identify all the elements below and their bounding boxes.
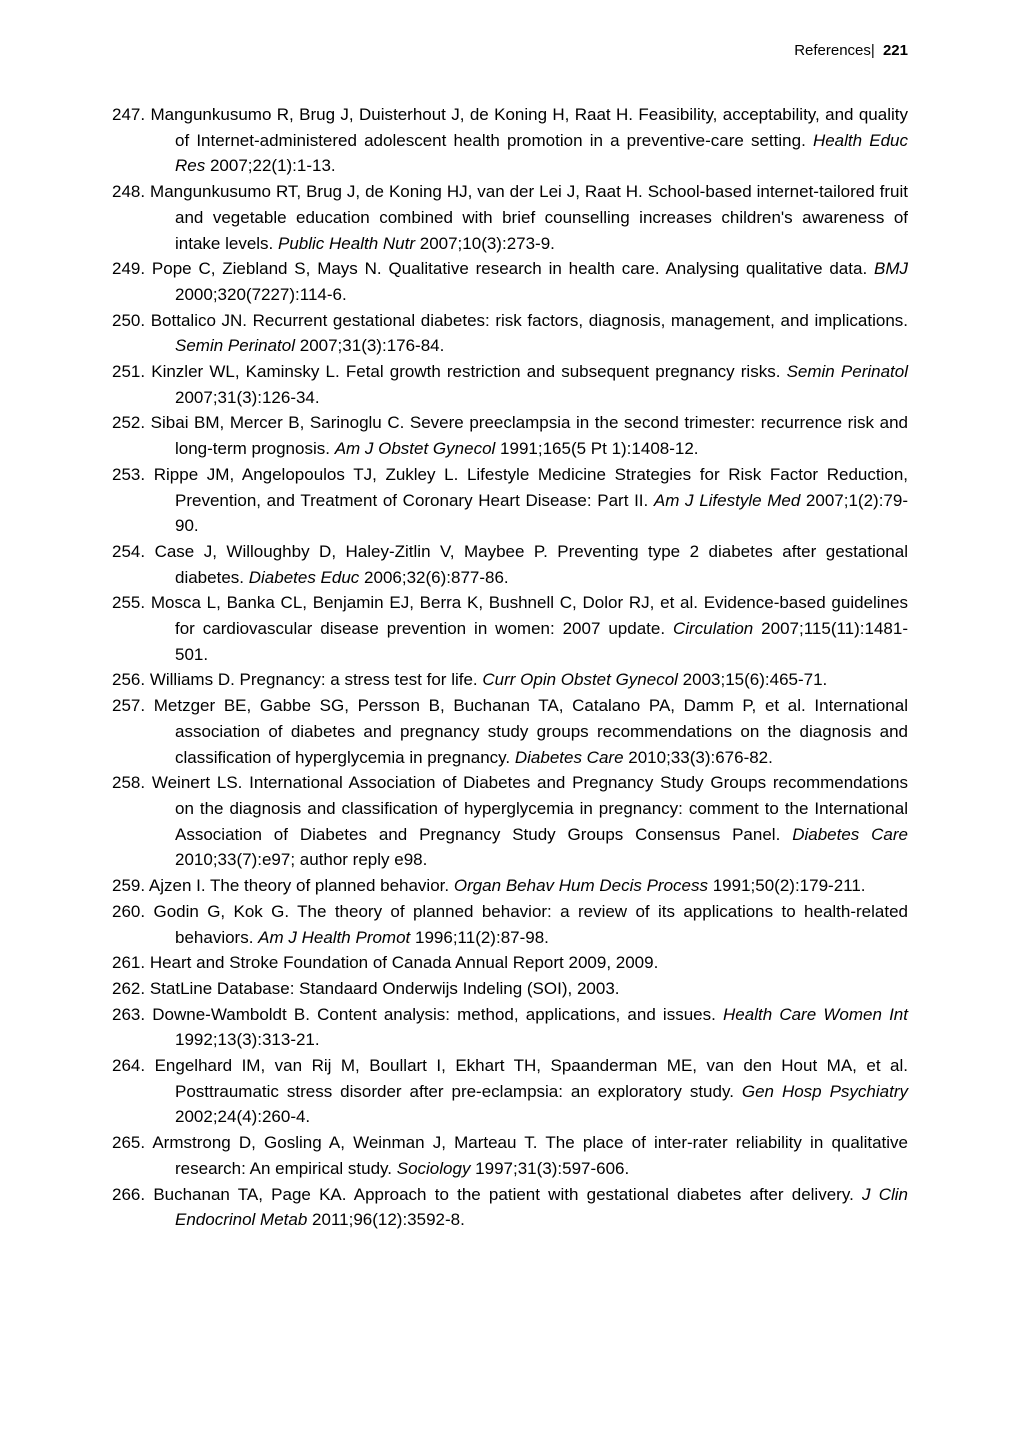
reference-item: [112, 102, 908, 179]
reference-number: 248.: [112, 182, 146, 202]
reference-number: 252.: [112, 413, 146, 433]
reference-text: 2007;1(2):79-90.: [175, 490, 908, 536]
reference-number: 266.: [112, 1184, 146, 1204]
reference-text: 2006;32(6):877-86.: [359, 567, 509, 587]
reference-text: 1997;31(3):597-606.: [470, 1158, 630, 1178]
journal-name: Gen Hosp Psychiatry: [741, 1081, 908, 1101]
reference-number: 261.: [112, 953, 146, 973]
journal-name: BMJ: [874, 259, 908, 279]
reference-text: Weinert LS. International Association of Diabetes and Pregnancy Study Groups recommendations on the diagnosis and classification of hyperglycemia in pregnancy: comment to the International Association of Diabetes and Pregnancy Study Groups Consensus Panel.: [151, 773, 908, 844]
reference-number: 251.: [112, 362, 146, 382]
reference-text: 1991;165(5 Pt 1):1408-12.: [495, 439, 699, 459]
reference-text: Williams D. Pregnancy: a stress test for life.: [149, 670, 483, 690]
reference-number: 249.: [112, 259, 146, 279]
reference-item: [112, 976, 908, 1002]
reference-text: 1991;50(2):179-211.: [708, 876, 866, 896]
reference-text: 1996;11(2):87-98.: [410, 927, 549, 947]
reference-item: [112, 1130, 908, 1181]
reference-text: 2007;10(3):273-9.: [415, 233, 555, 253]
reference-item: [112, 1182, 908, 1233]
journal-name: Health Care Women Int: [723, 1004, 908, 1024]
journal-name: Diabetes Care: [792, 824, 909, 844]
journal-name: Organ Behav Hum Decis Process: [453, 876, 708, 896]
reference-number: 259.: [112, 876, 146, 896]
reference-number: 263.: [112, 1004, 146, 1024]
journal-name: Semin Perinatol: [175, 336, 296, 356]
journal-name: Circulation: [672, 619, 754, 639]
reference-item: [112, 179, 908, 256]
journal-name: Public Health Nutr: [278, 233, 416, 253]
reference-text: 2002;24(4):260-4.: [175, 1107, 311, 1127]
journal-name: Diabetes Educ: [248, 567, 360, 587]
page-header: [112, 42, 908, 60]
reference-text: Mosca L, Banka CL, Benjamin EJ, Berra K, Bushnell C, Dolor RJ, et al. Evidence-based guidelines for cardiovascular disease prevention in women: 2007 update.: [150, 593, 908, 639]
reference-number: 258.: [112, 773, 146, 793]
reference-text: Bottalico JN. Recurrent gestational diabetes: risk factors, diagnosis, management, and implications.: [150, 310, 908, 330]
reference-number: 253.: [112, 464, 146, 484]
reference-text: Mangunkusumo RT, Brug J, de Koning HJ, van der Lei J, Raat H. School-based internet-tailored fruit and vegetable education combined with brief counselling increases children's awareness of intake levels.: [150, 182, 908, 253]
reference-text: 2007;31(3):126-34.: [175, 387, 320, 407]
reference-item: [112, 539, 908, 590]
reference-text: Mangunkusumo R, Brug J, Duisterhout J, de Koning H, Raat H. Feasibility, acceptability, and quality of Internet-administered adolescent health promotion in a preventive-care setting.: [150, 105, 908, 150]
reference-text: Case J, Willoughby D, Haley-Zitlin V, Maybee P. Preventing type 2 diabetes after gestational diabetes.: [154, 541, 908, 587]
reference-number: 254.: [112, 541, 146, 561]
reference-text: StatLine Database: Standaard Onderwijs Indeling (SOI), 2003.: [149, 978, 620, 998]
reference-item: [112, 462, 908, 539]
journal-name: Sociology: [396, 1158, 471, 1178]
reference-text: 2000;320(7227):114-6.: [175, 284, 347, 304]
reference-text: 2010;33(3):676-82.: [623, 747, 773, 767]
header-section-label: References|: [794, 42, 875, 59]
reference-item: [112, 667, 908, 693]
reference-text: Ajzen I. The theory of planned behavior.: [148, 876, 454, 896]
reference-item: [112, 590, 908, 667]
journal-name: J Clin Endocrinol Metab: [175, 1184, 908, 1230]
reference-number: 260.: [112, 901, 146, 921]
reference-text: Rippe JM, Angelopoulos TJ, Zukley L. Lifestyle Medicine Strategies for Risk Factor Reduction, Prevention, and Treatment of Coronary Heart Disease: Part II.: [153, 464, 908, 510]
header-page-number: 221: [882, 42, 908, 59]
reference-text: Sibai BM, Mercer B, Sarinoglu C. Severe preeclampsia in the second trimester: recurrence risk and long-term prognosis.: [150, 413, 908, 459]
reference-text: Metzger BE, Gabbe SG, Persson B, Buchanan TA, Catalano PA, Damm P, et al. International association of diabetes and pregnancy study groups recommendations on the diagnosis and classification of hyperglycemia in pregnancy.: [153, 696, 908, 767]
reference-item: [112, 899, 908, 950]
journal-name: Am J Health Promot: [258, 927, 411, 947]
reference-text: Downe-Wamboldt B. Content analysis: method, applications, and issues.: [152, 1004, 724, 1024]
reference-text: 2007;115(11):1481-501.: [175, 619, 908, 664]
reference-item: [112, 308, 908, 359]
journal-name: Curr Opin Obstet Gynecol: [482, 670, 678, 690]
reference-text: Godin G, Kok G. The theory of planned behavior: a review of its applications to health-related behaviors.: [153, 901, 908, 947]
reference-number: 262.: [112, 978, 146, 998]
reference-number: 265.: [112, 1133, 146, 1153]
reference-text: Buchanan TA, Page KA. Approach to the patient with gestational diabetes after delivery.: [153, 1184, 862, 1204]
reference-number: 264.: [112, 1056, 146, 1076]
reference-item: [112, 770, 908, 873]
reference-number: 256.: [112, 670, 146, 690]
reference-item: [112, 950, 908, 976]
reference-item: [112, 693, 908, 770]
reference-number: 257.: [112, 696, 146, 716]
reference-text: 2011;96(12):3592-8.: [307, 1210, 465, 1230]
reference-text: 1992;13(3):313-21.: [175, 1030, 320, 1050]
reference-text: Heart and Stroke Foundation of Canada Annual Report 2009, 2009.: [149, 953, 659, 973]
journal-name: Health Educ Res: [175, 130, 908, 176]
reference-number: 255.: [112, 593, 146, 613]
reference-text: 2007;31(3):176-84.: [295, 336, 445, 356]
reference-number: 250.: [112, 310, 146, 330]
reference-item: [112, 1002, 908, 1053]
journal-name: Am J Obstet Gynecol: [334, 439, 496, 459]
reference-text: 2007;22(1):1-13.: [205, 156, 336, 176]
reference-list: [112, 102, 908, 1233]
reference-text: 2010;33(7):e97; author reply e98.: [175, 850, 428, 870]
journal-name: Semin Perinatol: [786, 362, 908, 382]
reference-text: Kinzler WL, Kaminsky L. Fetal growth restriction and subsequent pregnancy risks.: [151, 362, 787, 382]
reference-text: Pope C, Ziebland S, Mays N. Qualitative research in health care. Analysing qualitative data.: [151, 259, 874, 279]
reference-item: [112, 410, 908, 461]
journal-name: Am J Lifestyle Med: [653, 490, 801, 510]
reference-number: 247.: [112, 105, 146, 124]
reference-item: [112, 873, 908, 899]
reference-text: 2003;15(6):465-71.: [677, 670, 828, 690]
reference-text: Armstrong D, Gosling A, Weinman J, Marteau T. The place of inter-rater reliability in qualitative research: An empirical study.: [152, 1133, 908, 1178]
reference-text: Engelhard IM, van Rij M, Boullart I, Ekhart TH, Spaanderman ME, van den Hout MA, et al. Posttraumatic stress disorder after pre-eclampsia: an exploratory study.: [154, 1056, 908, 1101]
reference-item: [112, 256, 908, 307]
reference-item: [112, 1053, 908, 1130]
reference-item: [112, 359, 908, 410]
journal-name: Diabetes Care: [514, 747, 624, 767]
